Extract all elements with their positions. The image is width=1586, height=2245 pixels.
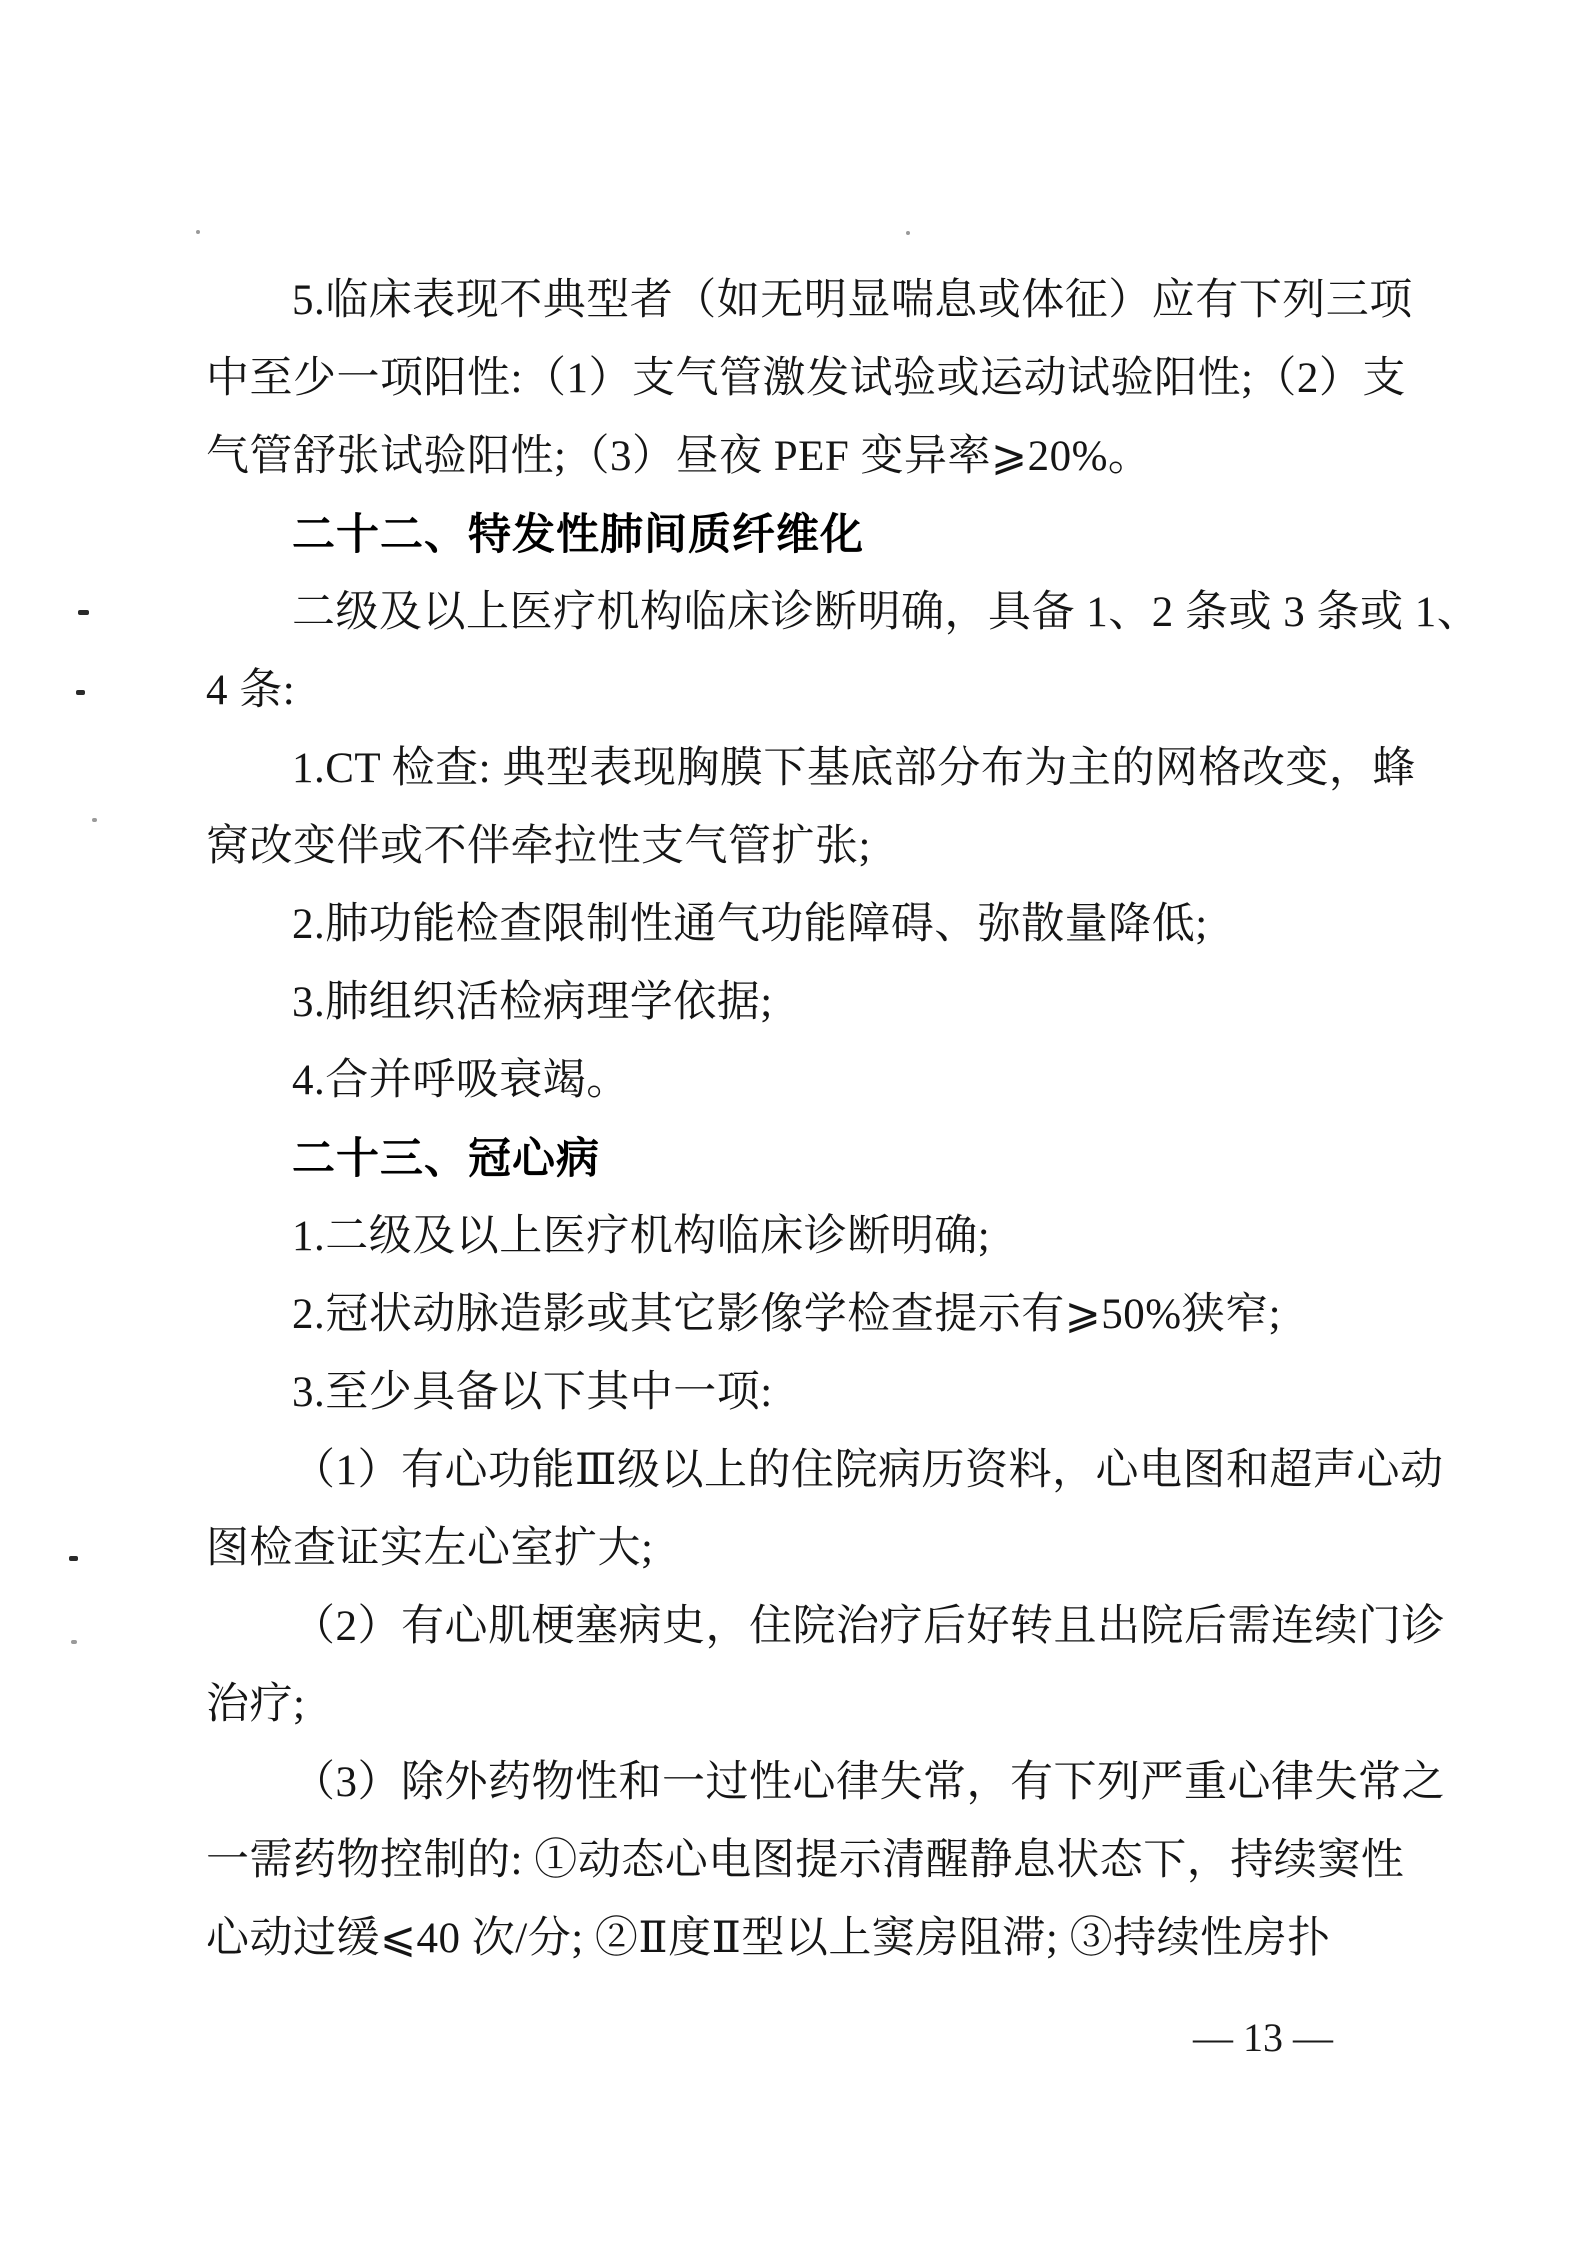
- text-line: （1）有心功能Ⅲ级以上的住院病历资料，心电图和超声心动: [292, 1447, 1444, 1494]
- text-line: 2.肺功能检查限制性通气功能障碍、弥散量降低;: [292, 901, 1208, 948]
- text-line: 气管舒张试验阳性;（3）昼夜 PEF 变异率⩾20%。: [206, 433, 1152, 480]
- scan-artifact: [92, 818, 97, 822]
- text-line: 2.冠状动脉造影或其它影像学检查提示有⩾50%狭窄;: [292, 1291, 1282, 1338]
- text-block: [206, 262, 1546, 1978]
- section-heading: 二十二、特发性肺间质纤维化: [292, 511, 864, 559]
- scan-artifact: [906, 231, 910, 235]
- text-line: 治疗;: [206, 1681, 306, 1728]
- text-line: 4 条:: [206, 667, 296, 714]
- scan-artifact: [76, 690, 85, 695]
- text-line: 窝改变伴或不伴牵拉性支气管扩张;: [206, 823, 871, 870]
- text-line: 图检查证实左心室扩大;: [206, 1525, 654, 1572]
- page-number: — 13 —: [1193, 2015, 1333, 2060]
- text-line: （3）除外药物性和一过性心律失常，有下列严重心律失常之: [292, 1759, 1445, 1806]
- text-line: 一需药物控制的: ①动态心电图提示清醒静息状态下，持续窦性: [206, 1837, 1405, 1884]
- scan-artifact: [69, 1556, 78, 1561]
- scan-artifact: [196, 230, 200, 234]
- text-line: 3.肺组织活检病理学依据;: [292, 979, 773, 1026]
- text-line: 中至少一项阳性:（1）支气管激发试验或运动试验阳性;（2）支: [206, 355, 1406, 402]
- text-line: 心动过缓⩽40 次/分; ②Ⅱ度Ⅱ型以上窦房阻滞; ③持续性房扑: [206, 1915, 1331, 1962]
- text-line: 1.CT 检查: 典型表现胸膜下基底部分布为主的网格改变，蜂: [292, 745, 1416, 792]
- text-line: 4.合并呼吸衰竭。: [292, 1057, 630, 1104]
- text-line: 二级及以上医疗机构临床诊断明确，具备 1、2 条或 3 条或 1、: [292, 589, 1481, 636]
- text-line: （2）有心肌梗塞病史，住院治疗后好转且出院后需连续门诊: [292, 1603, 1445, 1650]
- text-line: 5.临床表现不典型者（如无明显喘息或体征）应有下列三项: [292, 277, 1413, 324]
- scan-artifact: [78, 610, 89, 615]
- scan-artifact: [71, 1640, 77, 1644]
- text-line: 1.二级及以上医疗机构临床诊断明确;: [292, 1213, 991, 1260]
- section-heading: 二十三、冠心病: [292, 1135, 600, 1183]
- text-line: 3.至少具备以下其中一项:: [292, 1369, 773, 1416]
